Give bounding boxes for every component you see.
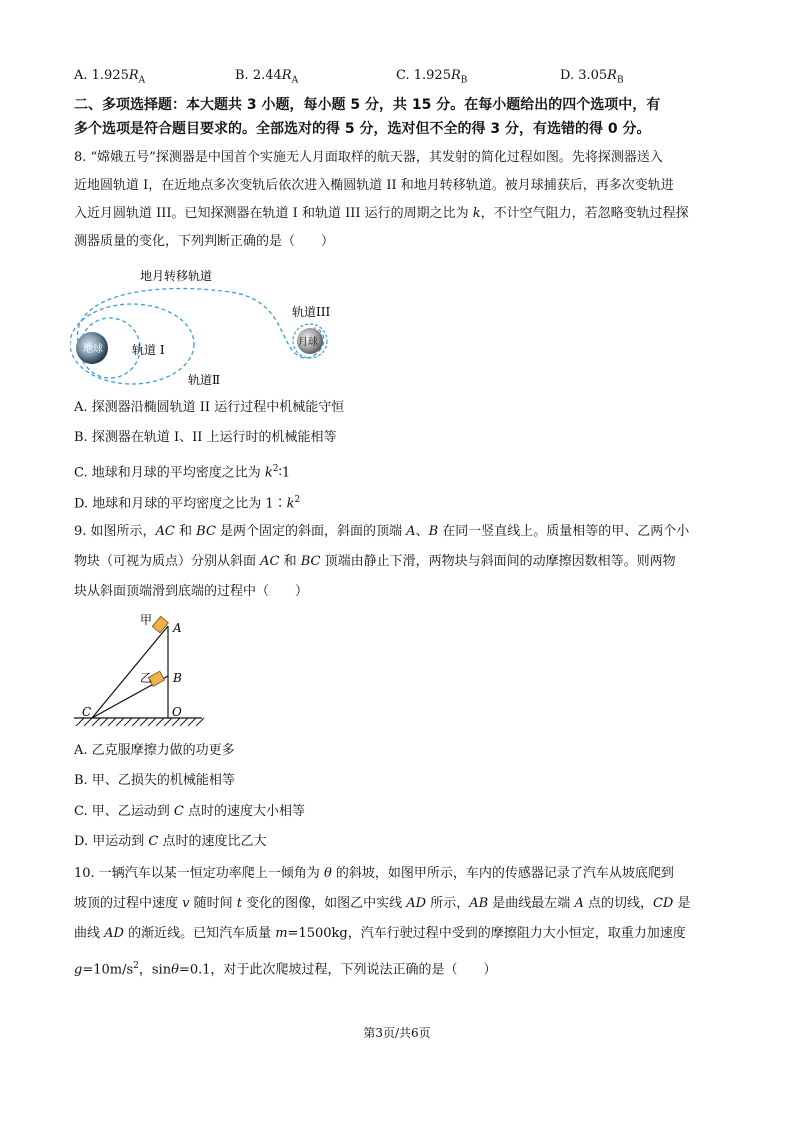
- label-transfer-orbit: 地月转移轨道: [140, 269, 213, 283]
- q9-l1f: A: [406, 524, 416, 539]
- q10-line3: [74, 924, 686, 944]
- prev-option-a-value: A. 1.925: [74, 68, 129, 83]
- q8-line3-var: k: [472, 206, 481, 221]
- q8-option-c-var: k: [264, 465, 273, 481]
- q9-option-c-pre: C. 甲、乙运动到: [74, 804, 174, 819]
- prev-option-b-value: B. 2.44: [235, 68, 282, 83]
- q9-l2d: BC: [300, 554, 321, 569]
- prev-option-b-var: R: [281, 68, 292, 83]
- q10-l3a: 曲线: [74, 926, 105, 941]
- q10-l3d: m: [275, 926, 288, 941]
- label-orbit-1: 轨道 I: [132, 343, 165, 357]
- prev-option-a-sub: A: [138, 75, 146, 86]
- prev-option-a-var: R: [128, 68, 139, 83]
- prev-option-c-var: R: [450, 68, 461, 83]
- q8-option-d-var: k: [286, 496, 295, 512]
- q8-orbit-figure: [70, 262, 350, 394]
- q10-l1a: 10. 一辆汽车以某一恒定功率爬上一倾角为: [74, 866, 324, 881]
- q10-l1b: θ: [323, 866, 332, 881]
- label-jia: 甲: [140, 613, 153, 627]
- q10-l2g: 所示，: [426, 896, 470, 911]
- prev-option-c-value: C. 1.925: [396, 68, 451, 83]
- q8-line1: 8. “嫦娥五号”探测器是中国首个实施无人月面取样的航天器，其发射的简化过程如图。先将探测器送入: [74, 150, 663, 165]
- q9-option-d: [74, 832, 266, 852]
- q9-l2a: 物块（可视为质点）分别从斜面: [74, 554, 261, 569]
- q9-option-a: A. 乙克服摩擦力做的功更多: [74, 743, 235, 758]
- prev-option-d-var: R: [607, 68, 617, 83]
- q8-line3-b: ，不计空气阻力，若忽略变轨过程探: [480, 206, 689, 221]
- label-orbit-3: 轨道III: [292, 305, 331, 319]
- q10-l2d: t: [236, 896, 242, 911]
- q10-l2i: 是曲线最左端: [488, 896, 575, 911]
- q9-l1e: 是两个固定的斜面，斜面的顶端: [215, 524, 407, 539]
- q10-l2f: AD: [406, 896, 427, 911]
- q9-option-d-post: 点时的速度比乙大: [158, 834, 267, 849]
- q9-option-b: B. 甲、乙损失的机械能相等: [74, 773, 235, 788]
- q9-l1c: 和: [174, 524, 197, 539]
- q10-l3c: 的渐近线。已知汽车质量: [123, 926, 276, 941]
- q10-l4c: 2: [133, 961, 139, 971]
- q9-l2c: 和: [279, 554, 301, 569]
- q9-line3: 块从斜面顶端滑到底端的过程中（ ）: [74, 584, 309, 599]
- q10-line4: [74, 956, 497, 980]
- block-jia: [152, 616, 168, 632]
- q8-line4: 测器质量的变化，下列判断正确的是（ ）: [74, 234, 335, 249]
- q10-l2j: A: [574, 896, 584, 911]
- q10-line2: [74, 894, 690, 914]
- q8-option-c-sup: 2: [272, 464, 279, 474]
- q10-l2h: AB: [469, 896, 489, 911]
- q10-l3e: =1500kg，汽车行驶过程中受到的摩擦阻力大小恒定，取重力加速度: [287, 926, 686, 941]
- prev-option-d-value: D. 3.05: [560, 68, 608, 83]
- q10-l2b: v: [182, 896, 190, 911]
- prev-option-d-sub: B: [616, 75, 624, 86]
- q8-option-b: B. 探测器在轨道 I、II 上运行时的机械能相等: [74, 430, 337, 445]
- q9-l2b: AC: [260, 554, 280, 569]
- label-B: B: [173, 671, 182, 685]
- q9-l1i: 在同一竖直线上。质量相等的甲、乙两个小: [438, 524, 690, 539]
- label-earth: 地球: [83, 344, 103, 355]
- q9-line2: [74, 552, 676, 572]
- q10-l2m: 是: [673, 896, 691, 911]
- q10-line1: [74, 864, 674, 884]
- q10-l3b: AD: [104, 926, 124, 941]
- section2-heading-line2: 多个选项是符合题目要求的。全部选对的得 5 分，选对但不全的得 3 分，有选错的得 0 分。: [74, 121, 651, 137]
- q9-l1b: AC: [155, 524, 175, 539]
- prev-option-c-sub: B: [460, 75, 468, 86]
- q9-l1h: B: [428, 524, 439, 539]
- transfer-orbit-path: [78, 289, 324, 358]
- label-yi: 乙: [140, 671, 153, 685]
- q10-l4a: g: [74, 962, 83, 978]
- prev-option-b-sub: A: [291, 75, 299, 86]
- q10-l4d: ，sin: [138, 962, 172, 978]
- label-orbit-2: 轨道Ⅱ: [188, 373, 221, 387]
- q8-option-d-sup: 2: [294, 495, 301, 505]
- q9-option-c-var: C: [173, 804, 184, 819]
- prev-option-c: [396, 68, 467, 86]
- label-A: A: [173, 621, 182, 635]
- q9-l1a: 9. 如图所示，: [74, 524, 156, 539]
- q9-incline-figure: [70, 608, 210, 736]
- q10-l4b: =10m/s: [82, 962, 134, 978]
- q9-option-c: [74, 802, 305, 822]
- page-footer: 第3页/共6页: [363, 1026, 431, 1040]
- q10-l2c: 随时间: [189, 896, 237, 911]
- label-O: O: [172, 705, 182, 719]
- q9-option-d-var: C: [148, 834, 159, 849]
- q8-option-c: [74, 459, 290, 483]
- q8-line3-a: 入近月圆轨道 III。已知探测器在轨道 I 和轨道 III 运行的周期之比为: [74, 206, 473, 221]
- q10-l1c: 的斜坡，如图甲所示，车内的传感器记录了汽车从坡底爬到: [331, 866, 674, 881]
- q10-l2l: CD: [652, 896, 674, 911]
- q9-option-d-pre: D. 甲运动到: [74, 834, 149, 849]
- prev-option-a: [74, 68, 145, 86]
- prev-option-d: [560, 68, 624, 86]
- q9-l1d: BC: [196, 524, 216, 539]
- prev-option-b: [235, 68, 298, 86]
- q9-line1: [74, 522, 689, 542]
- label-moon: 月球: [298, 337, 318, 348]
- q8-option-a: A. 探测器沿椭圆轨道 II 运行过程中机械能守恒: [74, 400, 345, 415]
- q8-option-c-pre: C. 地球和月球的平均密度之比为: [74, 465, 265, 481]
- q9-l1g: 、: [415, 524, 429, 539]
- q9-option-c-post: 点时的速度大小相等: [183, 804, 305, 819]
- q8-option-c-post: ∶1: [278, 465, 291, 481]
- q10-l2e: 变化的图像，如图乙中实线: [242, 896, 407, 911]
- q10-l4f: =0.1，对于此次爬坡过程，下列说法正确的是（ ）: [178, 962, 497, 978]
- q9-l2e: 顶端由静止下滑，两物块与斜面间的动摩擦因数相等。则两物: [320, 554, 676, 569]
- q8-line3: [74, 204, 689, 224]
- q8-option-d: [74, 490, 300, 514]
- q10-l2a: 坡顶的过程中速度: [74, 896, 183, 911]
- q8-option-d-pre: D. 地球和月球的平均密度之比为 1∶: [74, 496, 287, 512]
- label-C: C: [82, 705, 92, 719]
- q10-l2k: 点的切线，: [583, 896, 653, 911]
- q8-line2: 近地圆轨道 I，在近地点多次变轨后依次进入椭圆轨道 II 和地月转移轨道。被月球捕获后，再多次变轨进: [74, 178, 674, 193]
- q10-l4e: θ: [171, 962, 179, 978]
- section2-heading-line1: 二、多项选择题：本大题共 3 小题，每小题 5 分，共 15 分。在每小题给出的四个选项中，有: [74, 97, 661, 113]
